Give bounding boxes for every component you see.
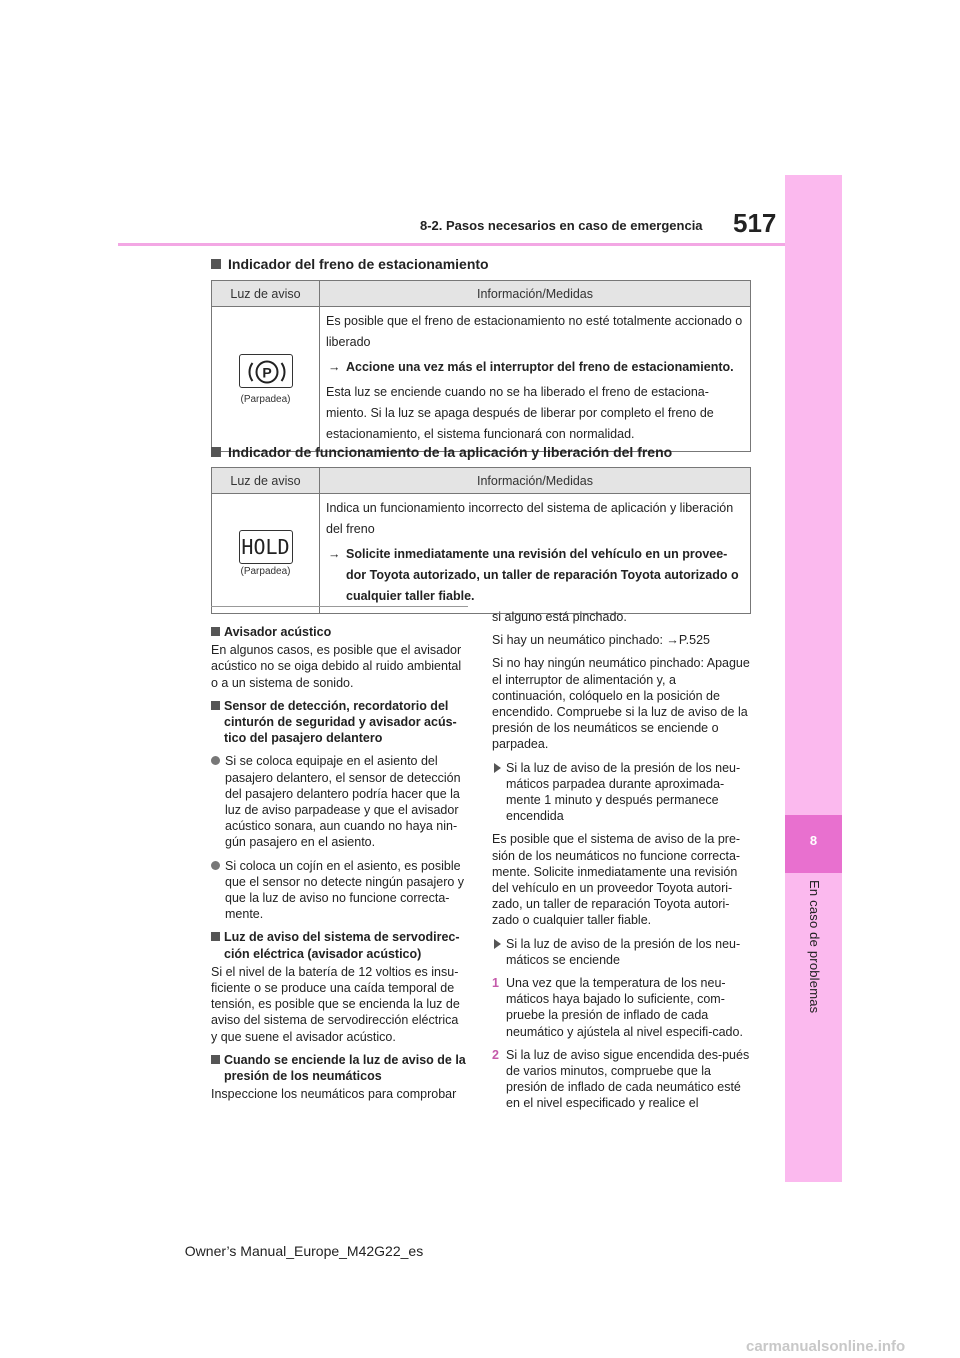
arrow-icon: → — [328, 360, 341, 374]
square-bullet-icon — [211, 698, 224, 747]
square-bullet-icon — [211, 624, 224, 640]
step-item: 2 Si la luz de aviso sigue encendida des-pués de varios minutos, compruebe que la presión de inflado de cada neumático esté en el nivel especificado y realice el — [492, 1047, 750, 1111]
page-number: 517 — [733, 208, 777, 238]
note-paragraph: Inspeccione los neumáticos para comprobar — [211, 1087, 457, 1102]
notes-right-column — [492, 609, 750, 1119]
table-header-warning-light: Luz de aviso — [212, 468, 320, 494]
notes-left-column — [211, 624, 467, 1109]
square-bullet-icon — [211, 259, 221, 269]
header-divider — [118, 243, 785, 246]
triangle-bullet-icon — [494, 760, 506, 825]
table-header-warning-light: Luz de aviso — [212, 281, 320, 307]
svg-text:P: P — [261, 364, 272, 380]
action-text: Accione una vez más el interruptor del freno de estacionamiento. — [346, 360, 734, 374]
parking-brake-warning-icon — [239, 354, 293, 388]
step-item: 1 Una vez que la temperatura de los neu-máticos haya bajado lo suficiente, com-pruebe la presión de inflado de cada neumático y ajústela al nivel especifi-cado. — [492, 976, 743, 1039]
icon-caption: (Parpadea) — [240, 393, 291, 405]
chapter-side-tab — [785, 175, 842, 1182]
notes-divider — [211, 606, 468, 607]
square-bullet-icon — [211, 447, 221, 457]
circle-bullet-icon — [211, 858, 225, 923]
hold-indicator-icon: HOLD — [239, 530, 293, 564]
square-bullet-icon — [211, 1052, 224, 1084]
note-paragraph-page-ref: Si hay un neumático pinchado: →P.525 — [492, 633, 710, 648]
note-paragraph: En algunos casos, es posible que el avisador acústico no se oiga debido al ruido ambiental o a un sistema de sonido. — [211, 643, 462, 690]
info-text: Es posible que el freno de estacionamiento no esté totalmente accionado o liberado — [326, 314, 743, 349]
bullet-item: Si se coloca equipaje en el asiento del pasajero delantero, el sensor de detección del pasajero delantero podría hacer que la luz de aviso parpadease y que el avisador acústico sonara, aun cuando no haya nin-gún pasajero en el asiento. — [211, 753, 467, 850]
note-heading: Luz de aviso del sistema de servodirec-ción eléctrica (avisador acústico) — [211, 929, 467, 961]
chapter-number: 8 — [809, 833, 818, 848]
info-text: Esta luz se enciende cuando no se ha liberado el freno de estaciona-miento. Si la luz se apaga después de liberar por completo el freno de estacionamiento, el sistema funcionará con normalidad. — [326, 385, 714, 441]
brake-hold-table — [211, 467, 751, 614]
bullet-item: Si coloca un cojín en el asiento, es posible que el sensor no detecte ningún pasajero y que la luz de aviso no funcione correcta-mente. — [211, 858, 467, 923]
info-cell — [320, 494, 751, 614]
info-text: Indica un funcionamiento incorrecto del sistema de aplicación y liberación del freno — [326, 501, 734, 536]
note-heading: Sensor de detección, recordatorio del cinturón de seguridad y avisador acús-tico del pasajero delantero — [211, 698, 467, 747]
condition-item: Si la luz de aviso de la presión de los neu-máticos se enciende — [492, 936, 750, 968]
note-paragraph: Si el nivel de la batería de 12 voltios es insu-ficiente o se produce una caída temporal de tensión, es posible que se encienda la luz de aviso del sistema de servodirección eléctrica y que suene el avisador acústico. — [211, 964, 460, 1044]
section-title-parking-brake: Indicador del freno de estacionamiento — [211, 256, 489, 272]
note-paragraph: Es posible que el sistema de aviso de la pre-sión de los neumáticos no funcione correcta-mente. Solicite inmediatamente una revisión del vehículo en un proveedor Toyota autori-zado, un taller de reparación Toyota autori-zado o cualquier taller fiable. — [492, 832, 741, 928]
section-title-brake-hold: Indicador de funcionamiento de la aplicación y liberación del freno — [211, 444, 672, 460]
info-cell — [320, 307, 751, 452]
square-bullet-icon — [211, 929, 224, 961]
parking-brake-table — [211, 280, 751, 452]
step-number: 2 — [492, 1047, 499, 1062]
note-heading: Avisador acústico — [211, 624, 467, 640]
action-line — [326, 357, 744, 378]
footer-text: Owner’s Manual_Europe_M42G22_es — [184, 1243, 424, 1259]
action-line — [326, 544, 744, 607]
watermark: carmanualsonline.info — [746, 1338, 906, 1355]
warning-light-cell — [212, 494, 320, 614]
warning-light-cell — [212, 307, 320, 452]
table-header-info: Información/Medidas — [320, 468, 751, 494]
section-label: 8-2. Pasos necesarios en caso de emergencia — [420, 218, 703, 233]
icon-caption: (Parpadea) — [240, 566, 291, 577]
triangle-bullet-icon — [494, 936, 506, 968]
chapter-title: En caso de problemas — [807, 880, 822, 1014]
note-paragraph: si alguno está pinchado. — [492, 610, 627, 624]
note-paragraph: Si no hay ningún neumático pinchado: Apague el interruptor de alimentación y, a continuación, colóquelo en la posición de encendido. Compruebe si la luz de aviso de la presión de los neumáticos se enciende o parpadea. — [492, 656, 750, 752]
table-header-info: Información/Medidas — [320, 281, 751, 307]
step-number: 1 — [492, 976, 499, 991]
condition-item: Si la luz de aviso de la presión de los neu-máticos parpadea durante aproximada-mente 1 minuto y después permanece encendida — [492, 760, 750, 825]
circle-bullet-icon — [211, 753, 225, 850]
arrow-icon: → — [328, 547, 341, 561]
action-text: Solicite inmediatamente una revisión del vehículo en un provee-dor Toyota autorizado, un taller de reparación Toyota autorizado o cualquier taller fiable. — [346, 547, 739, 603]
note-heading: Cuando se enciende la luz de aviso de la presión de los neumáticos — [211, 1052, 467, 1084]
